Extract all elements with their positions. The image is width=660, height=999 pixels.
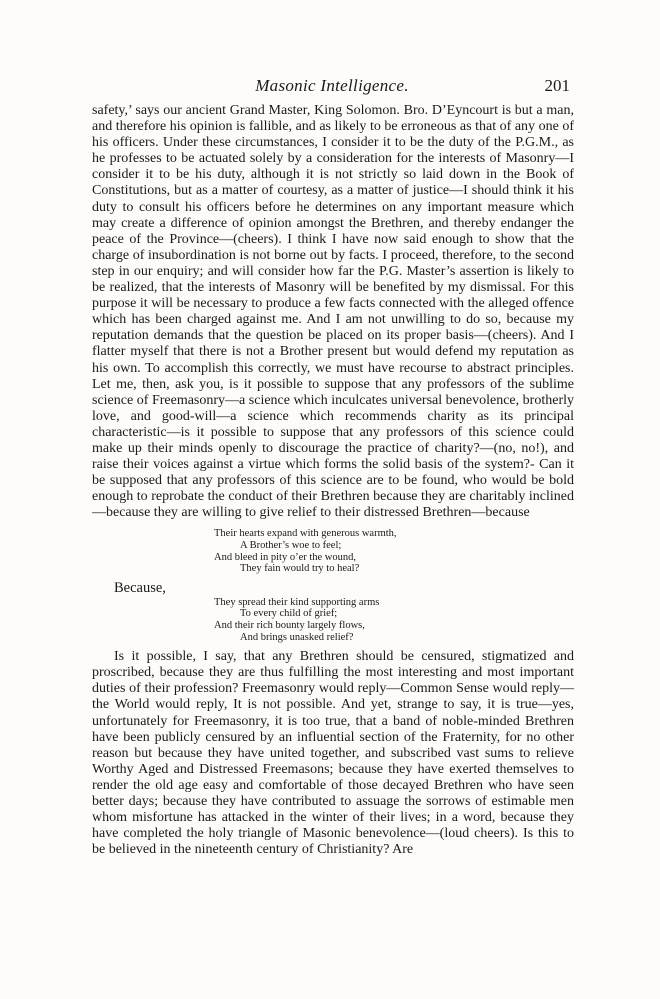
verse-stanza-1: [214, 528, 574, 574]
verse-line: To every child of grief;: [240, 608, 338, 620]
body-text: [92, 103, 574, 858]
verse-line: A Brother’s woe to feel;: [240, 540, 342, 552]
verse-stanza-2: [214, 597, 574, 643]
running-head: [92, 76, 572, 100]
verse-line: And brings unasked relief?: [240, 631, 354, 643]
because-label: Because,: [114, 579, 166, 596]
verse-line: They spread their kind supporting arms: [214, 596, 380, 608]
verse-line: They fain would try to heal?: [240, 563, 360, 575]
verse-line: Their hearts expand with generous warmth,: [214, 528, 397, 540]
paragraph-1: safety,’ says our ancient Grand Master, King Solomon. Bro. D’Eyncourt is but a man, and therefore his opinion is fallible, and as likely to be erroneous as that of any one of his officers. Under these circumstances, I consider it to be the duty of the P.G.M., as he professes to be actuated solely by a consideration for the interests of Masonry—I consider it to be his duty, although it is not strictly so laid down in the Book of Constitutions, but as a matter of courtesy, as a matter of justice—I should think it his duty to consult his officers before he determines on any important measure which may create a difference of opinion amongst the Brethren, and thereby endanger the peace of the Province—(cheers). I think I have now said enough to show that the charge of insubordination is not borne out by facts. I proceed, therefore, to the second step in our enquiry; and will consider how far the P.G. Master’s assertion is likely to be realized, that the interests of Masonry will be benefited by my dismissal. For this purpose it will be necessary to produce a few facts connected with the alleged offence which has been charged against me. And I am not unwilling to do so, because my reputation demands that the question be placed on its proper basis—(cheers). And I flatter myself that there is not a Brother present but would defend my reputation as his own. To accomplish this correctly, we must have recourse to abstract principles. Let me, then, ask you, is it possible to suppose that any professors of the sublime science of Freemasonry—a science which inculcates universal benevolence, brotherly love, and good-will—a science which recommends charity as its principal characteristic—is it possible to suppose that any professors of this science could make up their minds openly to discourage the practice of charity?—(no, no!), and raise their voices against a virtue which forms the solid basis of the system?- Can it be supposed that any professors of this science are to be found, who would be bold enough to reprobate the conduct of their Brethren because they are charitably inclined—because they are willing to give relief to their distressed Brethren—because: [92, 103, 574, 521]
running-title: Masonic Intelligence.: [255, 76, 409, 95]
paragraph-2: Is it possible, I say, that any Brethren should be censured, stigmatized and proscribed, because they are thus fulfilling the most interesting and most important duties of their profession? Freemasonry would reply—Common Sense would reply—the World would reply, It is not possible. And yet, strange to say, it is true—yes, unfortunately for Freemasonry, it is too true, that a band of noble-minded Brethren have been publicly censured by an influential section of the Fraternity, for no other reason but because they have united together, and subscribed vast sums to relieve Worthy Aged and Distressed Freemasons; because they have exerted themselves to render the old age easy and comfortable of those decayed Brethren who have seen better days; because they have contributed to assuage the sorrows of estimable men whom misfortune has attacked in the winter of their lives; in a word, because they have completed the holy triangle of Masonic benevolence—(loud cheers). Is this to be believed in the nineteenth century of Christianity? Are: [92, 649, 574, 858]
page-number: 201: [544, 76, 570, 95]
verse-line: And their rich bounty largely flows,: [214, 620, 365, 631]
verse-line: And bleed in pity o’er the wound,: [214, 551, 357, 563]
